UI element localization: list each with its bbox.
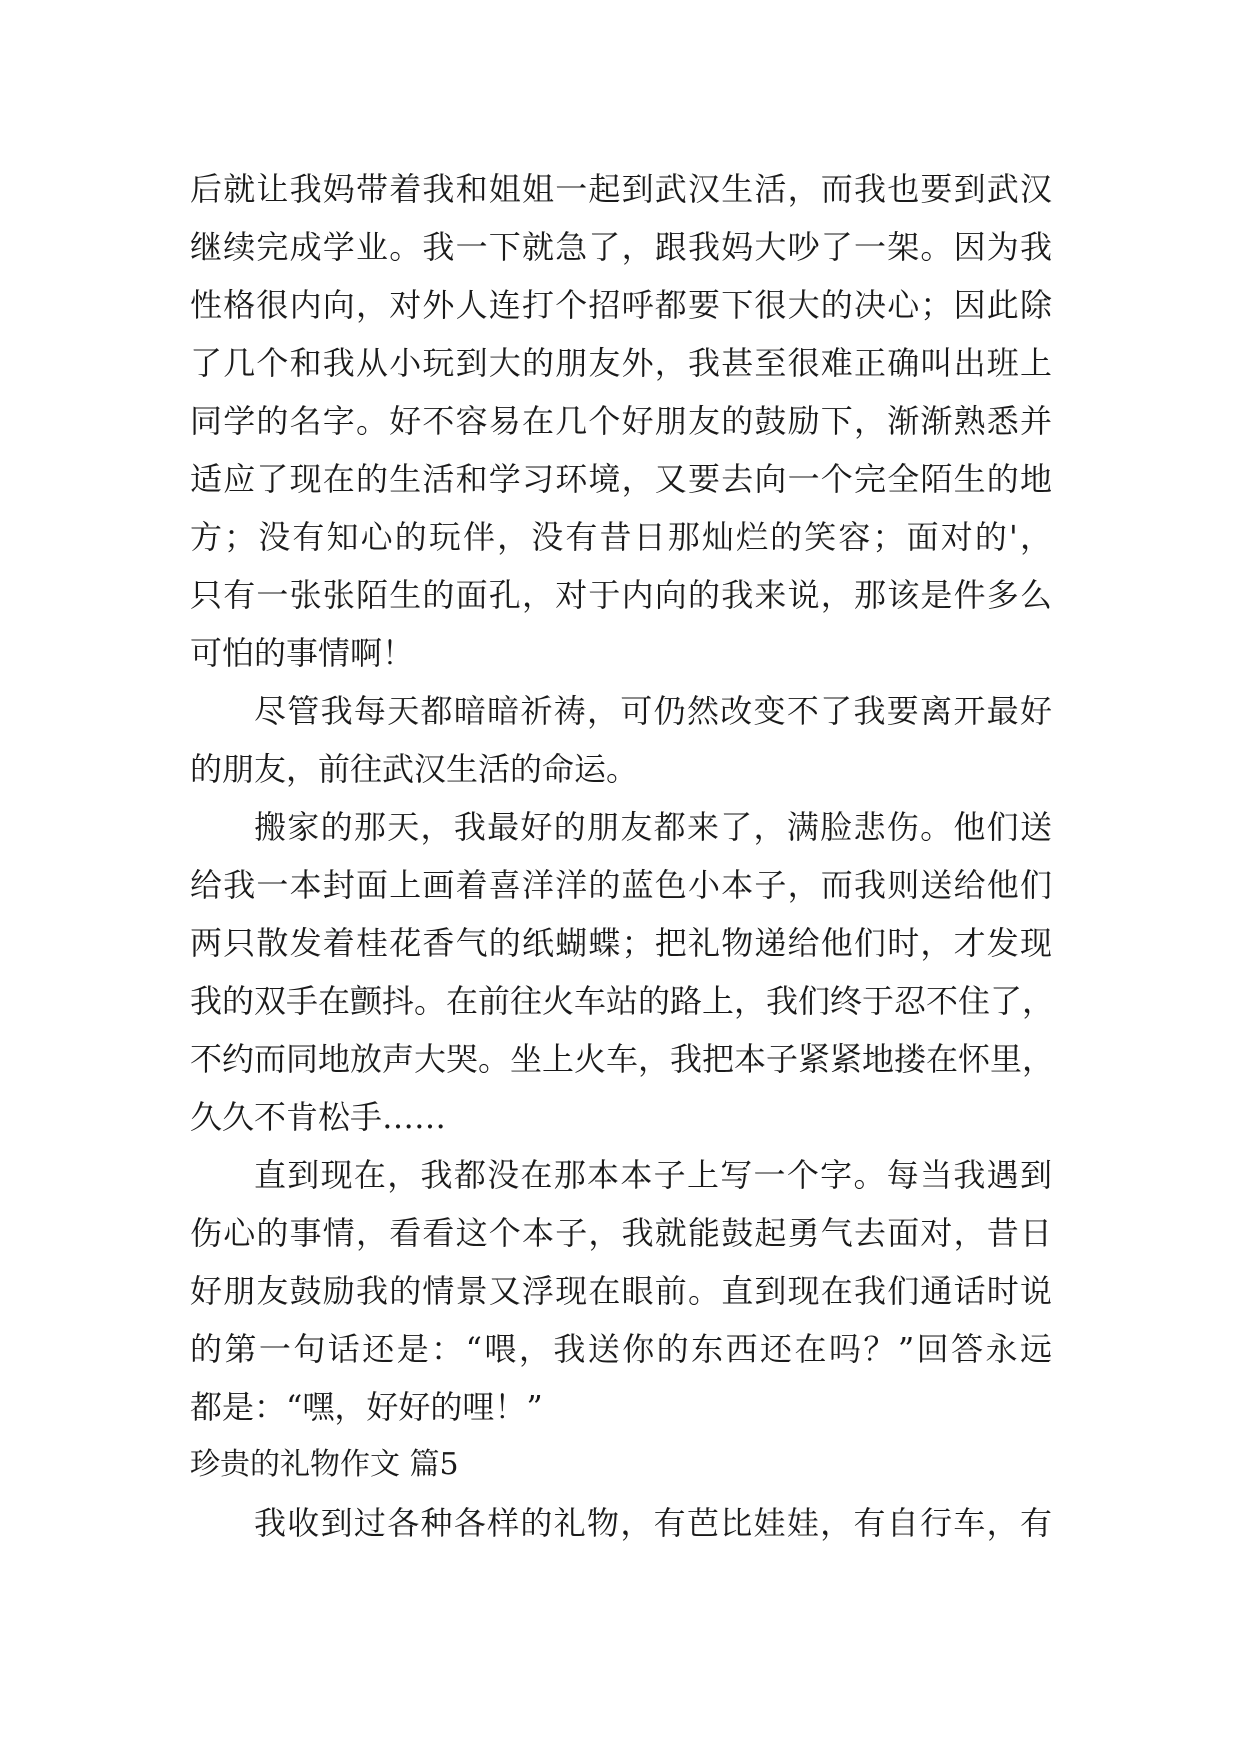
- text-line: 伤心的事情，看看这个本子，我就能鼓起勇气去面对，昔日: [190, 1214, 1052, 1252]
- text-line: 后就让我妈带着我和姐姐一起到武汉生活，而我也要到武汉: [190, 170, 1052, 208]
- text-line: 同学的名字。好不容易在几个好朋友的鼓励下，渐渐熟悉并: [190, 402, 1052, 440]
- text-line: 久久不肯松手……: [190, 1098, 447, 1136]
- text-line: 只有一张张陌生的面孔，对于内向的我来说，那该是件多么: [190, 576, 1052, 614]
- text-line: 性格很内向，对外人连打个招呼都要下很大的决心；因此除: [190, 286, 1052, 324]
- text-line: 不约而同地放声大哭。坐上火车，我把本子紧紧地搂在怀里，: [190, 1040, 1055, 1078]
- text-line: 方；没有知心的玩伴，没有昔日那灿烂的笑容；面对的'，: [190, 518, 1052, 556]
- text-line: 我的双手在颤抖。在前往火车站的路上，我们终于忍不住了，: [190, 982, 1055, 1020]
- text-line: 的第一句话还是：“喂，我送你的东西还在吗？”回答永远: [190, 1330, 1052, 1368]
- text-line: 两只散发着桂花香气的纸蝴蝶；把礼物递给他们时，才发现: [190, 924, 1052, 962]
- paragraph-2: [190, 682, 1052, 798]
- section-heading: 珍贵的礼物作文 篇5: [190, 1447, 459, 1482]
- text-line: 都是：“嘿，好好的哩！”: [190, 1388, 543, 1426]
- document-body: [190, 160, 1055, 1552]
- text-line: 适应了现在的生活和学习环境，又要去向一个完全陌生的地: [190, 460, 1052, 498]
- text-line: 的朋友，前往武汉生活的命运。: [190, 750, 639, 788]
- text-line: 继续完成学业。我一下就急了，跟我妈大吵了一架。因为我: [190, 228, 1052, 266]
- text-line: 好朋友鼓励我的情景又浮现在眼前。直到现在我们通话时说: [190, 1272, 1052, 1310]
- text-line: 我收到过各种各样的礼物，有芭比娃娃，有自行车，有: [254, 1504, 1052, 1542]
- text-line: 直到现在，我都没在那本本子上写一个字。每当我遇到: [254, 1156, 1052, 1194]
- paragraph-1: [190, 160, 1052, 682]
- text-line: 尽管我每天都暗暗祈祷，可仍然改变不了我要离开最好: [254, 692, 1052, 730]
- text-line: 给我一本封面上画着喜洋洋的蓝色小本子，而我则送给他们: [190, 866, 1052, 904]
- text-line: 可怕的事情啊！: [190, 634, 415, 672]
- paragraph-3: [190, 798, 1055, 1146]
- text-line: 了几个和我从小玩到大的朋友外，我甚至很难正确叫出班上: [190, 344, 1052, 382]
- paragraph-5: [190, 1494, 1052, 1552]
- paragraph-4: [190, 1146, 1052, 1436]
- text-line: 搬家的那天，我最好的朋友都来了，满脸悲伤。他们送: [254, 808, 1052, 846]
